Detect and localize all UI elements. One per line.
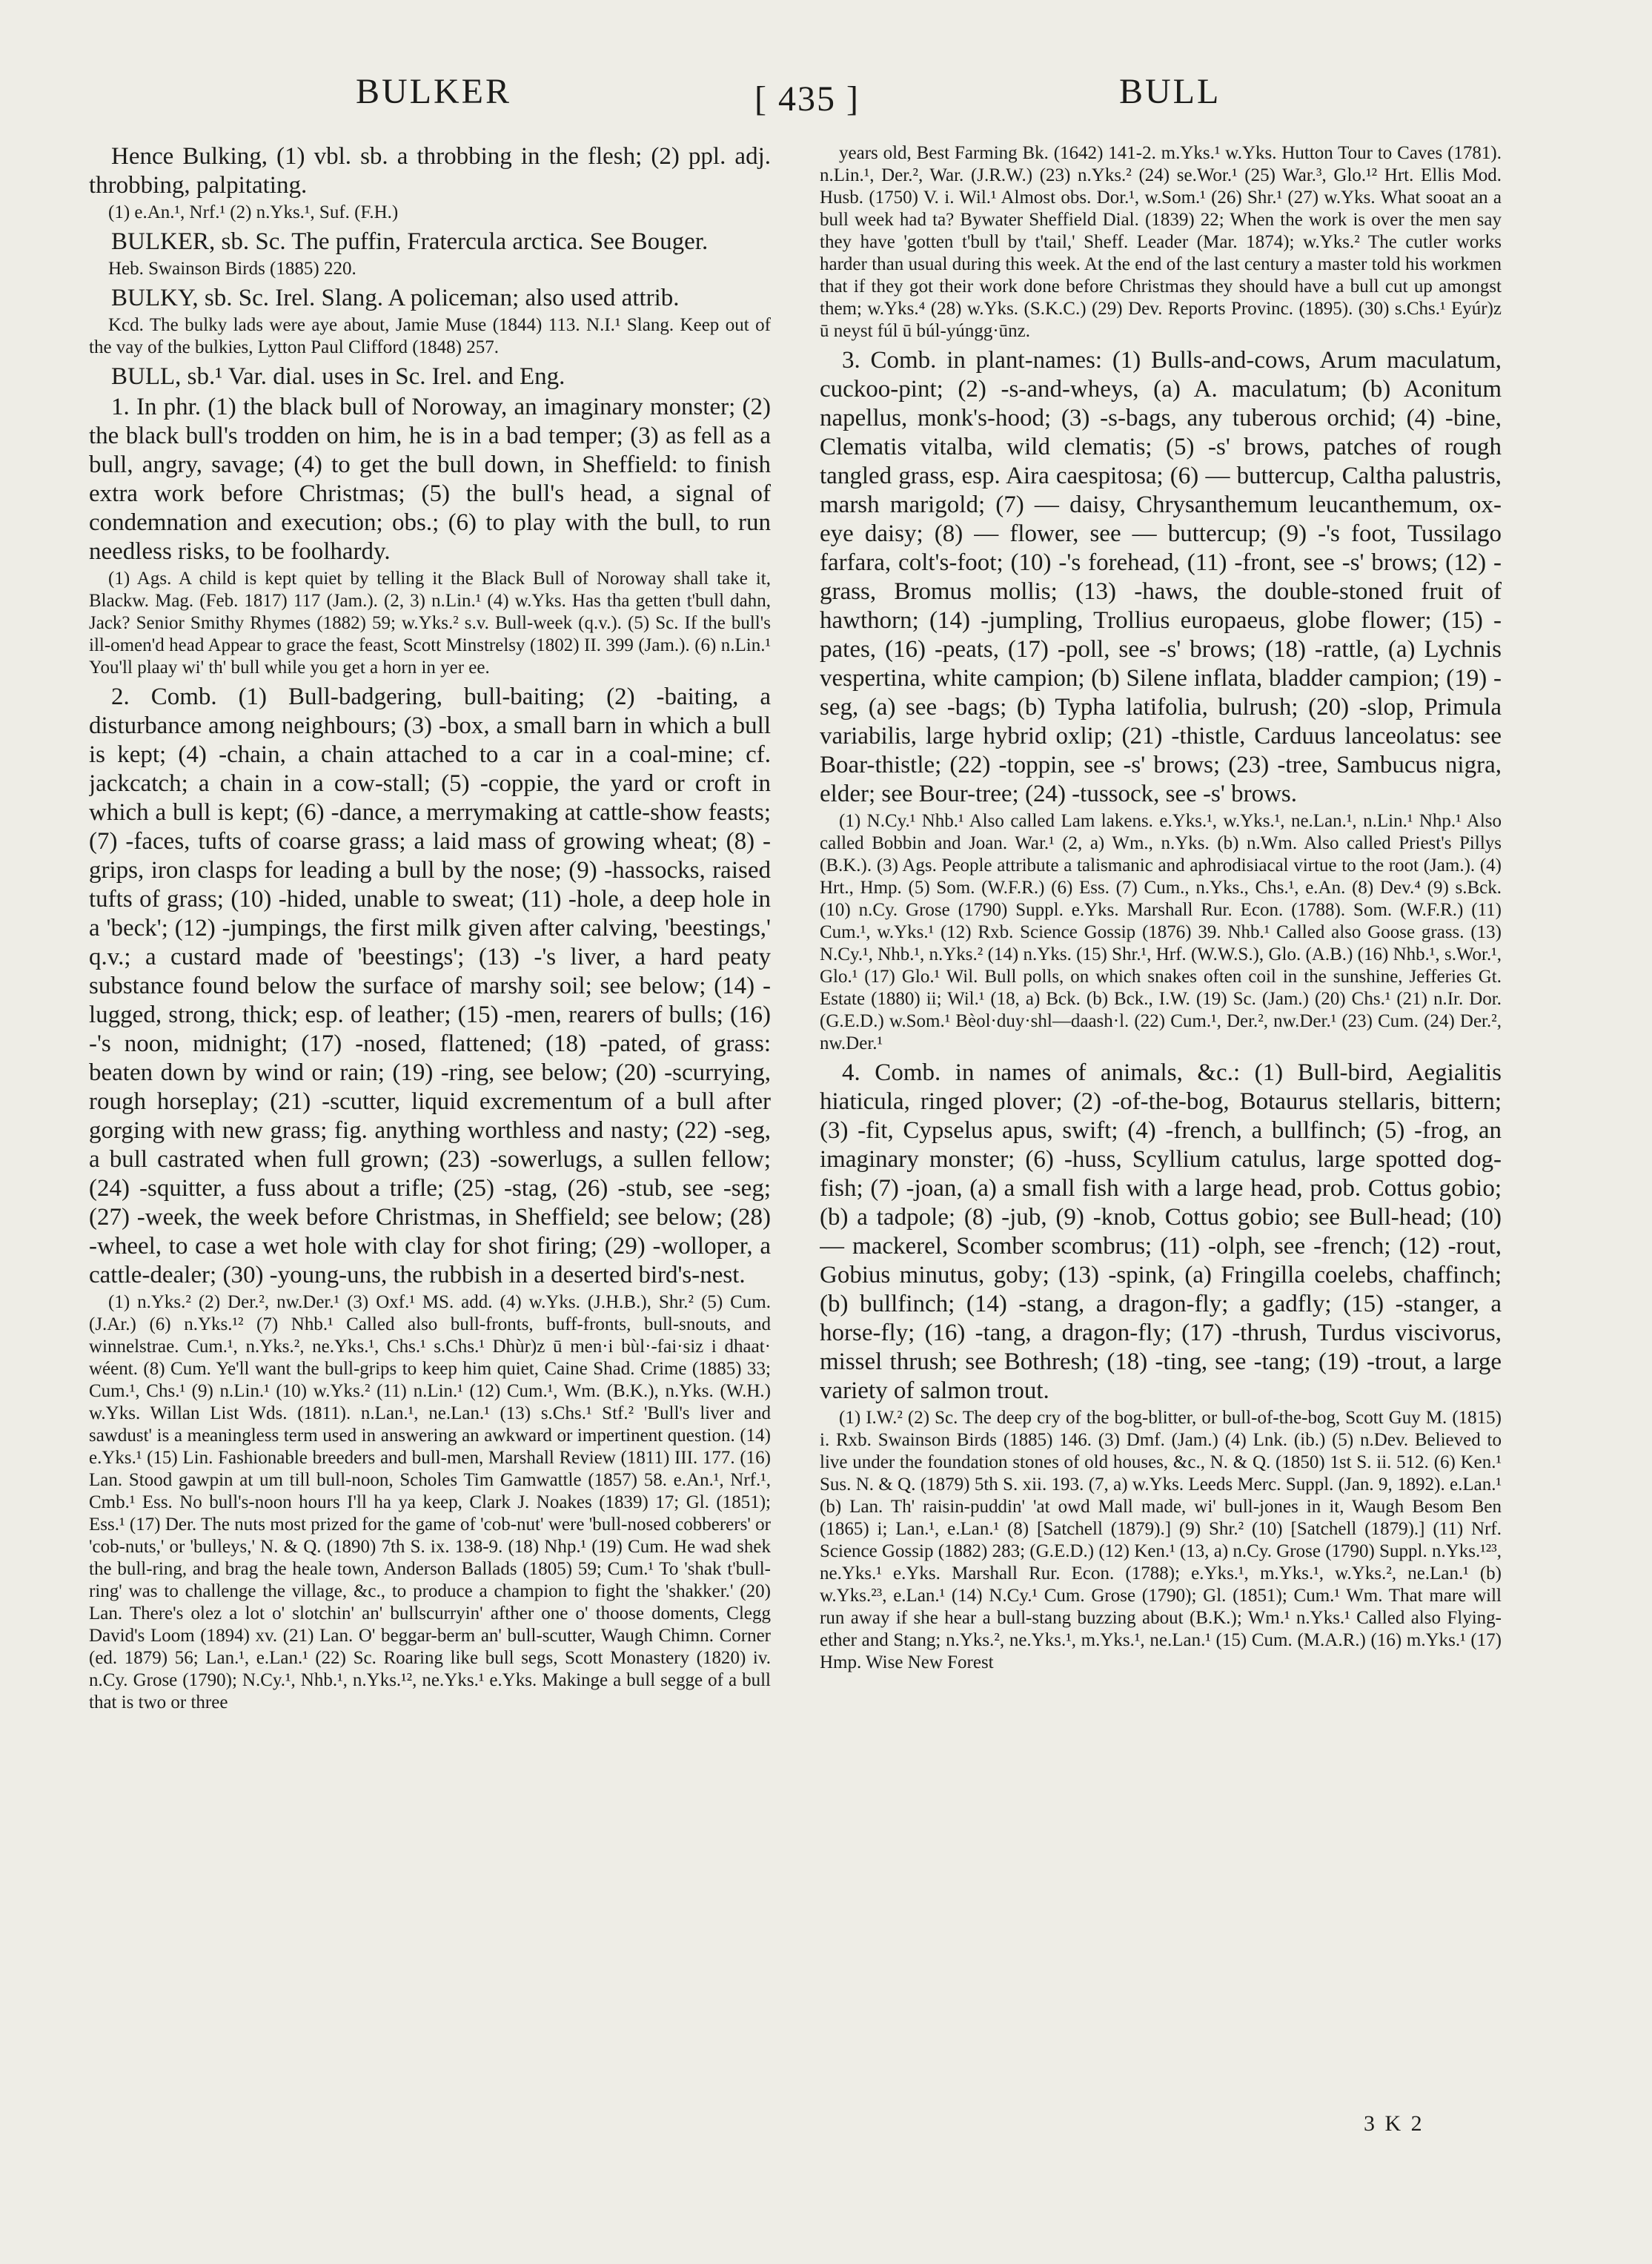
page-number: [ 435 ] [754, 79, 860, 119]
citation-paragraph: (1) N.Cy.¹ Nhb.¹ Also called Lam lakens. e.Yks.¹, w.Yks.¹, ne.Lan.¹, n.Lin.¹ Nhp.¹ Also called Bobbin and Joan. War.¹ (2, a) Wm., n.Yks. (b) n.Wm. Also called Priest's Pillys (B.K.). (3) Ags. People attribute a talismanic and aphrodisiacal virtue to the root (Jam.). (4) Hrt., Hmp. (5) Som. (W.F.R.) (6) Ess. (7) Cum., n.Yks., Chs.¹, e.An. (8) Dev.⁴ (9) s.Bck. (10) n.Cy. Grose (1790) Suppl. e.Yks. Marshall Rur. Econ. (1788). Som. (W.F.R.) (11) Cum.¹, w.Yks.¹ (12) Rxb. Science Gossip (1876) 39. Nhb.¹ Called also Goose grass. (13) N.Cy.¹, Nhb.¹, n.Yks.² (14) n.Yks. (15) Shr.¹, Hrf. (W.W.S.), Glo. (A.B.) (16) Nhb.¹, s.Wor.¹, Glo.¹ (17) Glo.¹ Wil. Bull polls, on which snakes often coil in the sunshine, Jefferies Gt. Estate (1880) ii; Wil.¹ (18, a) Bck. (b) Bck., I.W. (19) Sc. (Jam.) (20) Chs.¹ (21) n.Ir. Dor. (G.E.D.) w.Som.¹ Bèol·duy·shl—daash·l. (22) Cum.¹, Der.², nw.Der.¹ (23) Cum. (24) Der.², nw.Der.¹ [820, 811, 1502, 1053]
citation-paragraph: Kcd. The bulky lads were aye about, Jamie Muse (1844) 113. N.I.¹ Slang. Keep out of the vay of the bulkies, Lytton Paul Clifford (1848) 257. [89, 315, 771, 357]
citation-paragraph: (1) e.An.¹, Nrf.¹ (2) n.Yks.¹, Suf. (F.H.) [108, 202, 399, 222]
entry-paragraph: 3. Comb. in plant-names: (1) Bulls-and-cows, Arum maculatum, cuckoo-pint; (2) -s-and-wheys, (a) A. maculatum; (b) Aconitum napellus, monk's-hood; (3) -s-bags, any tuberous orchid; (4) -bine, Clematis vitalba, wild clematis; (5) -s' brows, patches of rough tangled grass, esp. Aira caespitosa; (6) — buttercup, Caltha palustris, marsh marigold; (7) — daisy, Chrysanthemum leucanthemum, ox-eye daisy; (8) — flower, see — buttercup; (9) -'s foot, Tussilago farfara, colt's-foot; (10) -'s forehead, (11) -front, see -s' brows; (12) -grass, Bromus mollis; (13) -haws, the double-stoned fruit of hawthorn; (14) -jumpling, Trollius europaeus, globe flower; (15) -pates, (16) -peats, (17) -poll, see -s' brows; (18) -rattle, (a) Lychnis vespertina, white campion; (b) Silene inflata, bladder campion; (19) -seg, (a) see -bags; (b) Typha latifolia, bulrush; (20) -slop, Primula variabilis, large hybrid oxlip; (21) -thistle, Carduus lanceolatus: see Boar-thistle; (22) -toppin, see -s' brows; (23) -tree, Sambucus nigra, elder; see Bour-tree; (24) -tussock, see -s' brows. [820, 347, 1502, 807]
entry-paragraph: BULL, sb.¹ Var. dial. uses in Sc. Irel. and Eng. [111, 363, 565, 390]
citation-paragraph: years old, Best Farming Bk. (1642) 141-2. m.Yks.¹ w.Yks. Hutton Tour to Caves (1781). n.Lin.¹, Der.², War. (J.R.W.) (23) n.Yks.² (24) se.Wor.¹ (25) War.³, Glo.¹² Hrt. Ellis Mod. Husb. (1750) V. i. Wil.¹ Almost obs. Dor.¹, w.Som.¹ (26) Shr.¹ (27) w.Yks. What sooat an a bull week had ta? Bywater Sheffield Dial. (1839) 22; When the work is over the men say they have 'gotten t'bull by t'tail,' Sheff. Leader (Mar. 1874); w.Yks.² The cutler works harder than usual during this week. At the end of the last century a master told his workmen that if they got their work done before Christmas they should have a bull cut up amongst them; w.Yks.⁴ (28) w.Yks. (S.K.C.) (29) Dev. Reports Provinc. (1895). (30) s.Chs.¹ Eyúr)z ū neyst fúl ū búl-yúngg·ūnz. [820, 143, 1502, 341]
citation-paragraph: (1) n.Yks.² (2) Der.², nw.Der.¹ (3) Oxf.¹ MS. add. (4) w.Yks. (J.H.B.), Shr.² (5) Cum. (J.Ar.) (6) n.Yks.¹² (7) Nhb.¹ Called also bull-fronts, buff-fronts, bull-snouts, and winnelstrae. Cum.¹, n.Yks.², ne.Yks.¹, Chs.¹ s.Chs.¹ Dhùr)z ū men·i bùl·-fai·siz i dhaat· wéent. (8) Cum. Ye'll want the bull-grips to keep him quiet, Caine Shad. Crime (1885) 33; Cum.¹, Chs.¹ (9) n.Lin.¹ (10) w.Yks.² (11) n.Lin.¹ (12) Cum.¹, Wm. (B.K.), n.Yks. (W.H.) w.Yks. Willan List Wds. (1811). n.Lan.¹, ne.Lan.¹ (13) s.Chs.¹ Stf.² 'Bull's liver and sawdust' is a meaningless term used in answering an awkward or impertinent question. (14) e.Yks.¹ (15) Lin. Fashionable breeders and bull-men, Marshall Review (1811) III. 177. (16) Lan. Stood gawpin at um till bull-noon, Scholes Tim Gamwattle (1857) 58. e.An.¹, Nrf.¹, Cmb.¹ Ess. No bull's-noon hours I'll ha ya keep, Clark J. Noakes (1839) 17; Gl. (1851); Ess.¹ (17) Der. The nuts most prized for the game of 'cob-nut' were 'bull-nosed cobberers' or 'cob-nuts,' or 'bulleys,' N. & Q. (1890) 7th S. ix. 138-9. (18) Nhp.¹ (19) Cum. He wad shek the bull-ring, and brag the heale town, Anderson Ballads (1805) 59; Cum.¹ To 'shak t'bull-ring' was to challenge the village, &c., to produce a champion to fight the 'shakker.' (20) Lan. There's olez a lot o' slotchin' an' bullscurryin' afther one o' thoose doments, Clegg David's Loom (1894) xv. (21) Lan. O' beggar-berm an' bull-scutter, Waugh Chimn. Corner (ed. 1879) 56; Lan.¹, e.Lan.¹ (22) Sc. Roaring like bull segs, Scott Monastery (1820) iv. n.Cy. Grose (1790); N.Cy.¹, Nhb.¹, n.Yks.¹², ne.Yks.¹ e.Yks. Makinge a bull segge of a bull that is two or three [89, 1292, 771, 1712]
signature-mark: 3 K 2 [1364, 2111, 1424, 2136]
left-column [89, 142, 771, 2225]
entry-paragraph: 4. Comb. in names of animals, &c.: (1) Bull-bird, Aegialitis hiaticula, ringed plover; (2) -of-the-bog, Botaurus stellaris, bittern; (3) -fit, Cypselus apus, swift; (4) -french, a bullfinch; (5) -frog, an imaginary monster; (6) -huss, Scyllium catulus, large spotted dog-fish; (7) -joan, (a) a small fish with a large head, prob. Cottus gobio; (b) a tadpole; (8) -jub, (9) -knob, Cottus gobio; see Bull-head; (10) — mackerel, Scomber scombrus; (11) -olph, see -french; (12) -rout, Gobius minutus, goby; (13) -spink, (a) Fringilla coelebs, chaffinch; (b) bullfinch; (14) -stang, a dragon-fly; a gadfly; (15) -stanger, a horse-fly; (16) -tang, a dragon-fly; (17) -thrush, Turdus viscivorus, missel thrush; see Bothresh; (18) -ting, see -tang; (19) -trout, a large variety of salmon trout. [820, 1059, 1502, 1404]
entry-paragraph: BULKY, sb. Sc. Irel. Slang. A policeman; also used attrib. [111, 285, 680, 311]
running-head-right: BULL [1119, 72, 1221, 111]
running-head [0, 71, 1652, 130]
entry-paragraph: BULKER, sb. Sc. The puffin, Fratercula arctica. See Bouger. [111, 228, 709, 255]
citation-paragraph: Heb. Swainson Birds (1885) 220. [108, 259, 356, 279]
entry-paragraph: Hence Bulking, (1) vbl. sb. a throbbing in the flesh; (2) ppl. adj. throbbing, palpitating. [89, 143, 771, 199]
right-column [820, 142, 1502, 2225]
entry-paragraph: 1. In phr. (1) the black bull of Noroway, an imaginary monster; (2) the black bull's trodden on him, he is in a bad temper; (3) as fell as a bull, angry, savage; (4) to get the bull down, in Sheffield: to finish extra work before Christmas; (5) the bull's head, a signal of condemnation and execution; obs.; (6) to play with the bull, to run needless risks, to be foolhardy. [89, 394, 771, 565]
entry-paragraph: 2. Comb. (1) Bull-badgering, bull-baiting; (2) -baiting, a disturbance among neighbours; (3) -box, a small barn in which a bull is kept; (4) -chain, a chain attached to a car in a coal-mine; cf. jackcatch; a chain in a cow-stall; (5) -coppie, the yard or croft in which a bull is kept; (6) -dance, a merrymaking at cattle-show feasts; (7) -faces, tufts of coarse grass; a laid mass of growing wheat; (8) -grips, iron clasps for leading a bull by the nose; (9) -hassocks, raised tufts of grass; (10) -hided, unable to sweat; (11) -hole, a deep hole in a 'beck'; (12) -jumpings, the first milk given after calving, 'beestings,' q.v.; a custard made of 'beestings'; (13) -'s liver, a hard peaty substance found below the surface of marshy soil; see below; (14) -lugged, strong, thick; esp. of leather; (15) -men, rearers of bulls; (16) -'s noon, midnight; (17) -nosed, flattened; (18) -pated, of grass: beaten down by wind or rain; (19) -ring, see below; (20) -scurrying, rough horseplay; (21) -scutter, liquid excrementum of a bull after gorging with new grass; fig. anything worthless and nasty; (22) -seg, a bull castrated when full grown; (23) -sowerlugs, a sullen fellow; (24) -squitter, a fuss about a trifle; (25) -stag, (26) -stub, see -seg; (27) -week, the week before Christmas, in Sheffield; see below; (28) -wheel, to case a wet hole with clay for shot firing; (29) -wolloper, a cattle-dealer; (30) -young-uns, the rubbish in a deserted bird's-nest. [89, 683, 771, 1288]
running-head-left: BULKER [356, 72, 511, 111]
citation-paragraph: (1) I.W.² (2) Sc. The deep cry of the bog-blitter, or bull-of-the-bog, Scott Guy M. (1815) i. Rxb. Swainson Birds (1885) 146. (3) Dmf. (Jam.) (4) Lnk. (ib.) (5) n.Dev. Believed to live under the foundation stones of old houses, &c., N. & Q. (1850) 1st S. ii. 512. (6) Ken.¹ Sus. N. & Q. (1879) 5th S. xii. 193. (7, a) w.Yks. Leeds Merc. Suppl. (Jan. 9, 1892). e.Lan.¹ (b) Lan. Th' raisin-puddin' 'at owd Mall made, wi' bull-jones in it, Waugh Besom Ben (1865) i; Lan.¹, e.Lan.¹ (8) [Satchell (1879).] (9) Shr.² (10) [Satchell (1879).] (11) Nrf. Science Gossip (1882) 283; (G.E.D.) (12) Ken.¹ (13, a) n.Cy. Grose (1790) Suppl. n.Yks.¹²³, ne.Yks.¹ e.Yks. Marshall Rur. Econ. (1788); e.Yks.¹, m.Yks.¹, w.Yks.², ne.Lan.¹ (b) w.Yks.²³, e.Lan.¹ (14) N.Cy.¹ Cum. Grose (1790); Gl. (1851); Cum.¹ Wm. That mare will run away if she hear a bull-stang buzzing about (B.K.); Wm.¹ n.Yks.¹ Called also Flying-ether and Stang; n.Yks.², ne.Yks.¹, m.Yks.¹, ne.Lan.¹ (15) Cum. (M.A.R.) (16) m.Yks.¹ (17) Hmp. Wise New Forest [820, 1408, 1502, 1672]
citation-paragraph: (1) Ags. A child is kept quiet by telling it the Black Bull of Noroway shall take it, Blackw. Mag. (Feb. 1817) 117 (Jam.). (2, 3) n.Lin.¹ (4) w.Yks. Has tha getten t'bull dahn, Jack? Senior Smithy Rhymes (1882) 59; w.Yks.² s.v. Bull-week (q.v.). (5) Sc. If the bull's ill-omen'd head Appear to grace the feast, Scott Minstrelsy (1802) II. 399 (Jam.). (6) n.Lin.¹ You'll plaay wi' th' bull while you get a horn in yer ee. [89, 569, 771, 678]
